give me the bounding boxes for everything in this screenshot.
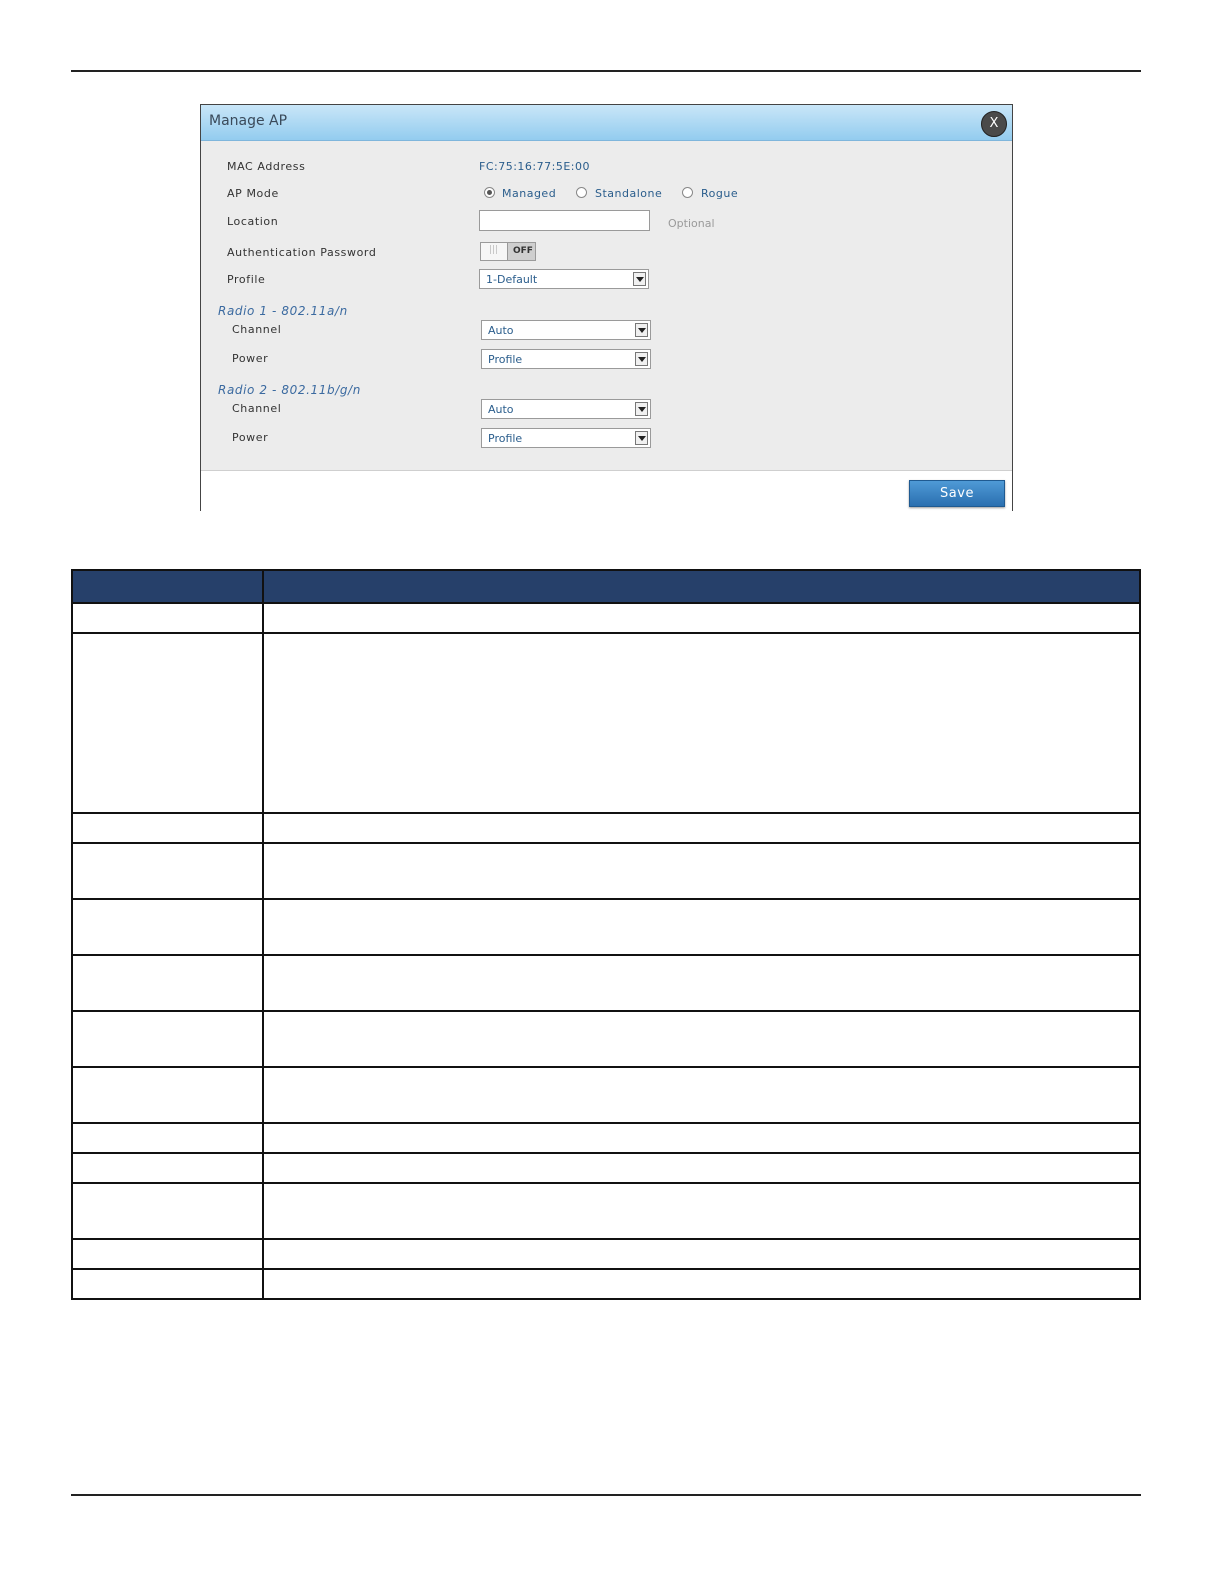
radio2-power-select[interactable] [481,428,651,448]
table-cell [263,1123,1140,1153]
table-cell [72,1067,263,1123]
table-cell [263,1067,1140,1123]
table-cell [263,955,1140,1011]
radio-managed-label[interactable]: Managed [502,187,557,200]
radio-standalone-label[interactable]: Standalone [595,187,663,200]
radio2-channel-select[interactable] [481,399,651,419]
table-cell [72,603,263,633]
table-cell [263,1269,1140,1299]
toggle-state: OFF [513,246,533,256]
radio1-channel-value: Auto [488,324,514,337]
location-hint: Optional [668,217,715,230]
table-row [72,843,1140,899]
table-cell [72,1011,263,1067]
radio1-power-value: Profile [488,353,523,366]
radio2-power-label: Power [232,431,269,444]
table-row [72,813,1140,843]
radio1-channel-select[interactable] [481,320,651,340]
profile-label: Profile [227,273,266,286]
table-cell [263,1011,1140,1067]
table-cell [263,813,1140,843]
table-row [72,1183,1140,1239]
radio1-power-label: Power [232,352,269,365]
table-row [72,1239,1140,1269]
chevron-down-icon[interactable] [635,323,648,337]
table-row [72,955,1140,1011]
radio2-power-value: Profile [488,432,523,445]
table-row [72,1153,1140,1183]
table-cell [72,843,263,899]
table-cell [72,1153,263,1183]
radio-managed[interactable] [484,187,495,198]
table-cell [72,813,263,843]
auth-password-toggle[interactable] [480,242,536,261]
auth-password-label: Authentication Password [227,246,377,259]
table-cell [263,633,1140,813]
table-header-cell [263,570,1140,603]
dialog-footer [201,470,1012,511]
radio-rogue-label[interactable]: Rogue [701,187,739,200]
toggle-knob-icon [481,243,508,260]
table-cell [263,603,1140,633]
chevron-down-icon[interactable] [633,272,646,286]
location-input[interactable] [479,210,650,231]
table-header-cell [72,570,263,603]
radio2-channel-value: Auto [488,403,514,416]
bottom-rule [71,1494,1141,1496]
table-cell [263,1153,1140,1183]
top-rule [71,70,1141,72]
description-table [71,569,1141,1300]
table-cell [72,899,263,955]
profile-select-value: 1-Default [486,273,538,286]
table-cell [263,843,1140,899]
chevron-down-icon[interactable] [635,431,648,445]
save-button[interactable]: Save [909,480,1005,507]
table-header-row [72,570,1140,603]
table-row [72,1067,1140,1123]
radio1-channel-label: Channel [232,323,282,336]
table-cell [263,1183,1140,1239]
table-cell [72,1239,263,1269]
ap-mode-label: AP Mode [227,187,279,200]
radio1-heading: Radio 1 - 802.11a/n [218,304,348,318]
table-row [72,899,1140,955]
close-button[interactable]: X [981,111,1007,137]
radio-standalone[interactable] [576,187,587,198]
table-row [72,1269,1140,1299]
radio1-power-select[interactable] [481,349,651,369]
location-label: Location [227,215,279,228]
radio-rogue[interactable] [682,187,693,198]
table-cell [72,1269,263,1299]
table-cell [72,1183,263,1239]
dialog-header [201,105,1012,141]
table-cell [263,899,1140,955]
table-row [72,1011,1140,1067]
chevron-down-icon[interactable] [635,352,648,366]
table-cell [72,633,263,813]
radio2-channel-label: Channel [232,402,282,415]
table-cell [72,1123,263,1153]
mac-address-label: MAC Address [227,160,306,173]
chevron-down-icon[interactable] [635,402,648,416]
dialog-title: Manage AP [209,113,288,129]
table-cell [72,955,263,1011]
table-cell [263,1239,1140,1269]
mac-address-value: FC:75:16:77:5E:00 [479,160,590,173]
manage-ap-dialog [200,104,1013,511]
radio2-heading: Radio 2 - 802.11b/g/n [218,383,361,397]
profile-select[interactable] [479,269,649,289]
table-row [72,633,1140,813]
table-row [72,1123,1140,1153]
table-row [72,603,1140,633]
